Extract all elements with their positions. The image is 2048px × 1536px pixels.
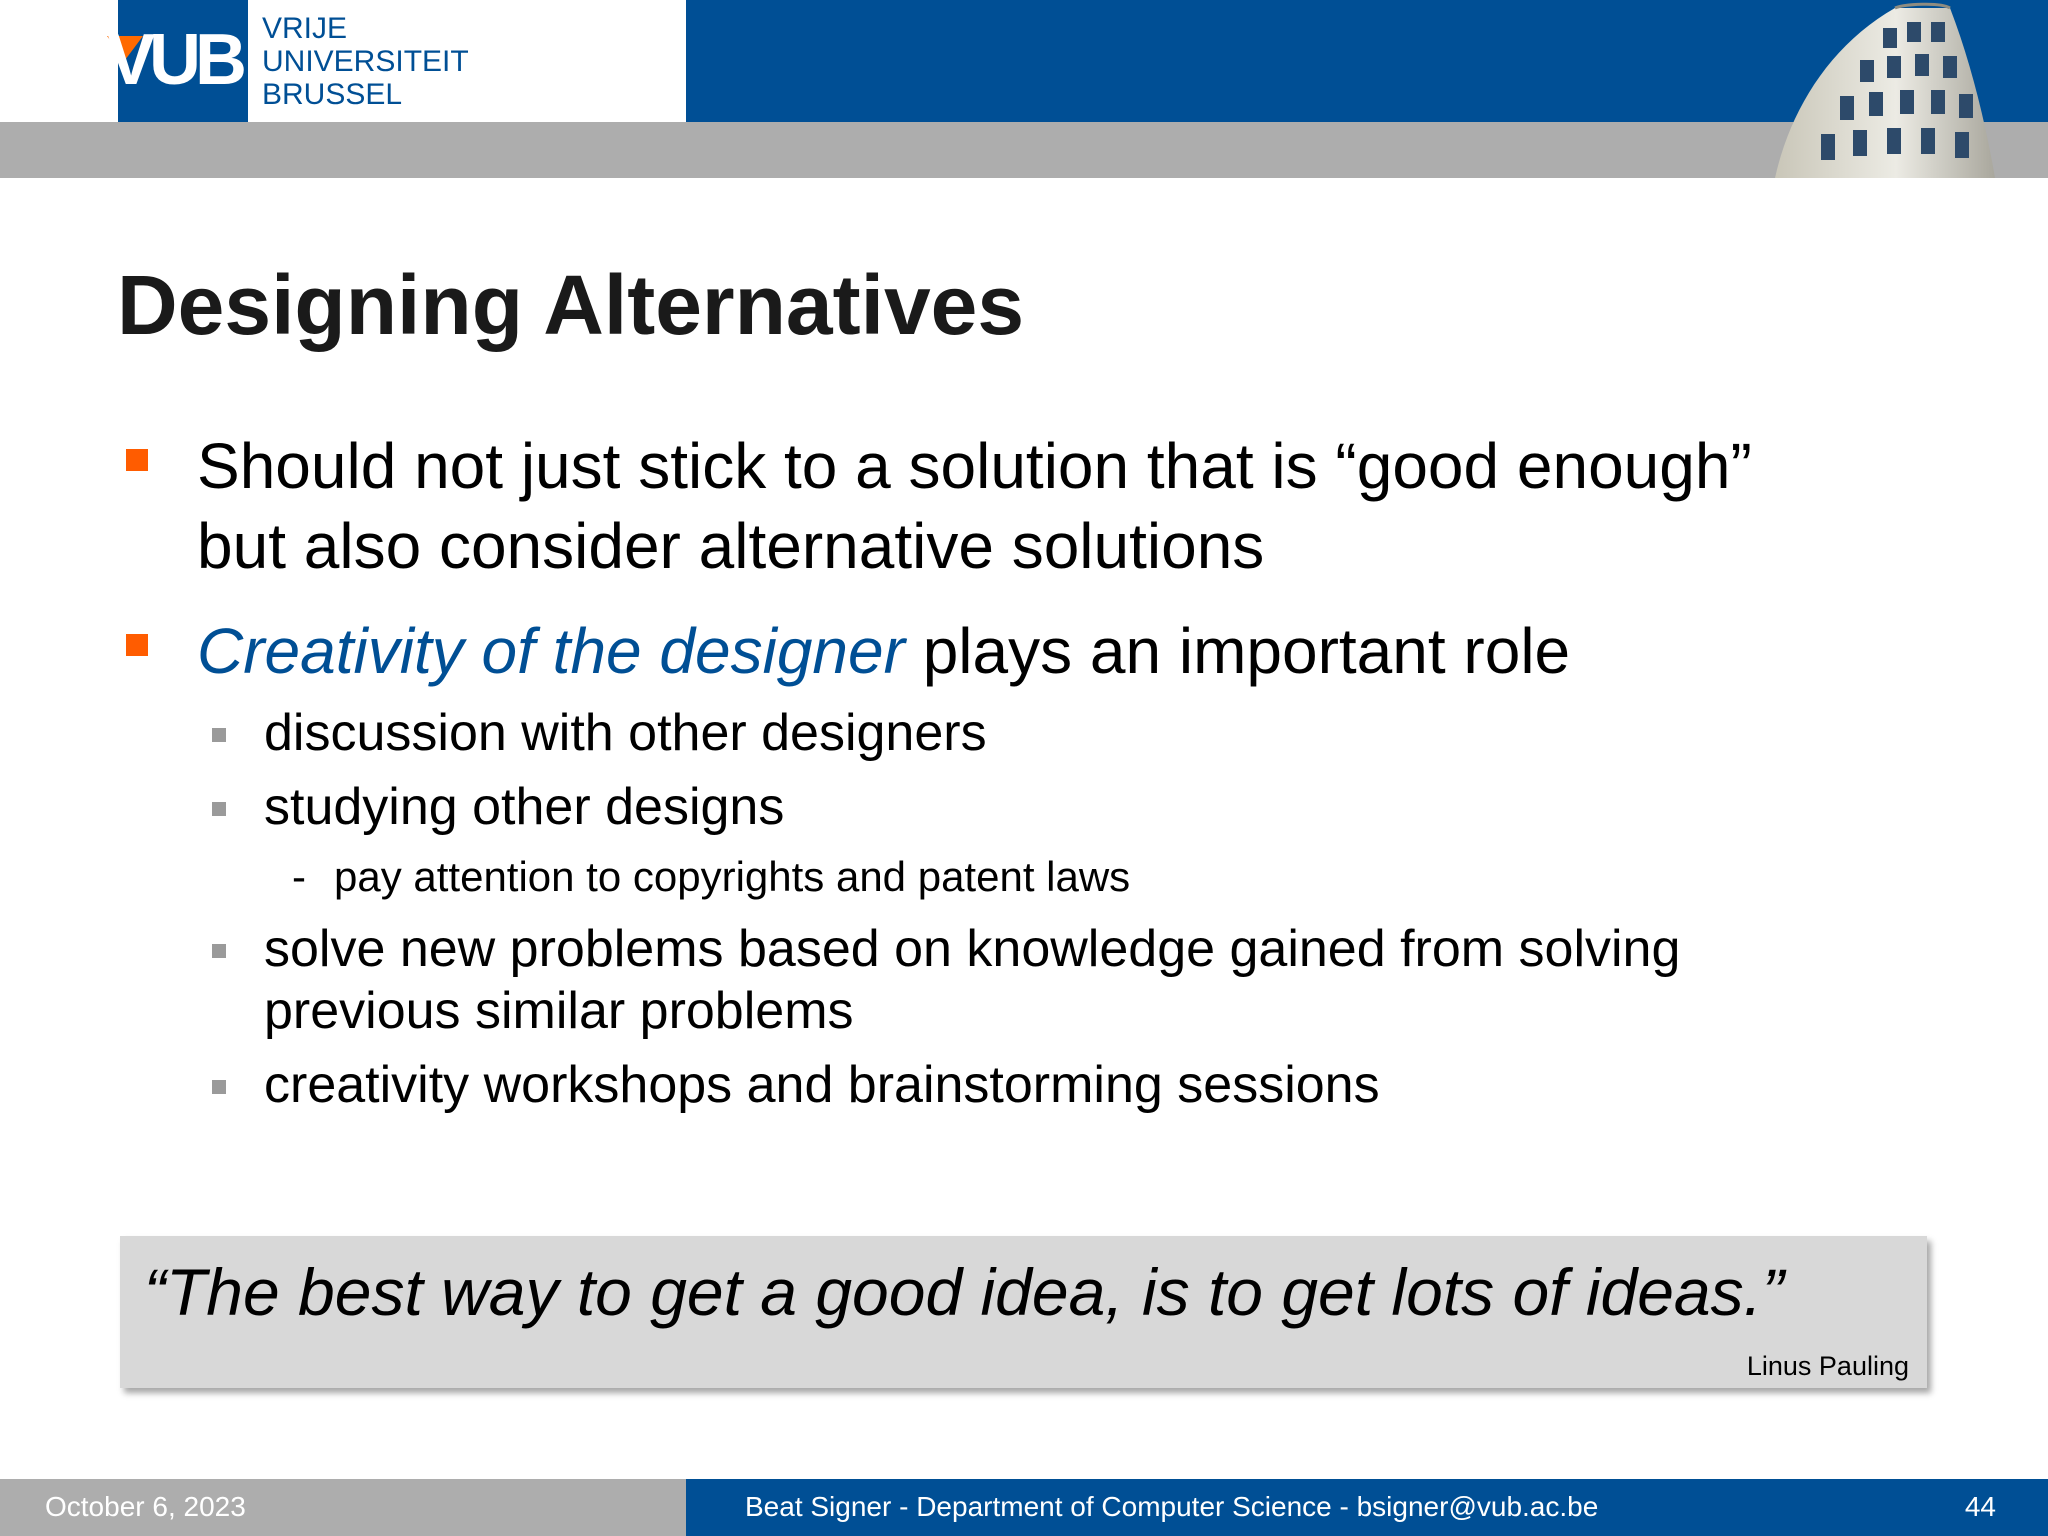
sub-bullet-marker bbox=[212, 1080, 226, 1094]
sub-bullet-3-line-2: previous similar problems bbox=[264, 982, 854, 1040]
logo-line-2: UNIVERSITEIT bbox=[262, 45, 469, 78]
sub-bullet-3-line-1: solve new problems based on knowledge gained from solving bbox=[264, 920, 1681, 978]
bullet-1-line-1: Should not just stick to a solution that is “good enough” bbox=[197, 430, 1752, 502]
bullet-1-line-2: but also consider alternative solutions bbox=[197, 510, 1265, 582]
page-number: 44 bbox=[1964, 1491, 1996, 1522]
sub-bullet-4: creativity workshops and brainstorming sessions bbox=[264, 1056, 1380, 1114]
bullet-marker bbox=[126, 634, 148, 656]
slide-title: Designing Alternatives bbox=[117, 258, 1025, 352]
logo-line-3: BRUSSEL bbox=[262, 78, 403, 111]
sub-bullet-marker bbox=[212, 728, 226, 742]
sub-bullet-1: discussion with other designers bbox=[264, 704, 987, 762]
quote-text: “The best way to get a good idea, is to get lots of ideas.” bbox=[144, 1255, 1784, 1329]
quote-author: Linus Pauling bbox=[1746, 1351, 1909, 1381]
quote-box bbox=[120, 1236, 1927, 1388]
bullet-marker bbox=[126, 449, 148, 471]
footer-date: October 6, 2023 bbox=[45, 1491, 246, 1522]
logo-line-1: VRIJE bbox=[262, 12, 348, 45]
logo-wordmark bbox=[262, 12, 469, 111]
sub-bullet-2: studying other designs bbox=[264, 778, 785, 836]
sub-bullet-marker bbox=[212, 944, 226, 958]
sub-sub-bullet-dash: - bbox=[292, 853, 306, 900]
bullet-2-emphasis: Creativity of the designer bbox=[197, 615, 905, 687]
sub-sub-bullet-1: pay attention to copyrights and patent laws bbox=[334, 853, 1131, 900]
building-photo bbox=[1745, 0, 1995, 178]
header-gray-band bbox=[0, 122, 2048, 178]
footer-author: Beat Signer - Department of Computer Science - bsigner@vub.ac.be bbox=[745, 1491, 1599, 1522]
sub-bullet-marker bbox=[212, 802, 226, 816]
bullet-2-rest: plays an important role bbox=[904, 615, 1571, 687]
bullet-2 bbox=[197, 612, 1570, 690]
logo-mark: VUB bbox=[107, 20, 242, 100]
vub-logo bbox=[107, 0, 469, 122]
